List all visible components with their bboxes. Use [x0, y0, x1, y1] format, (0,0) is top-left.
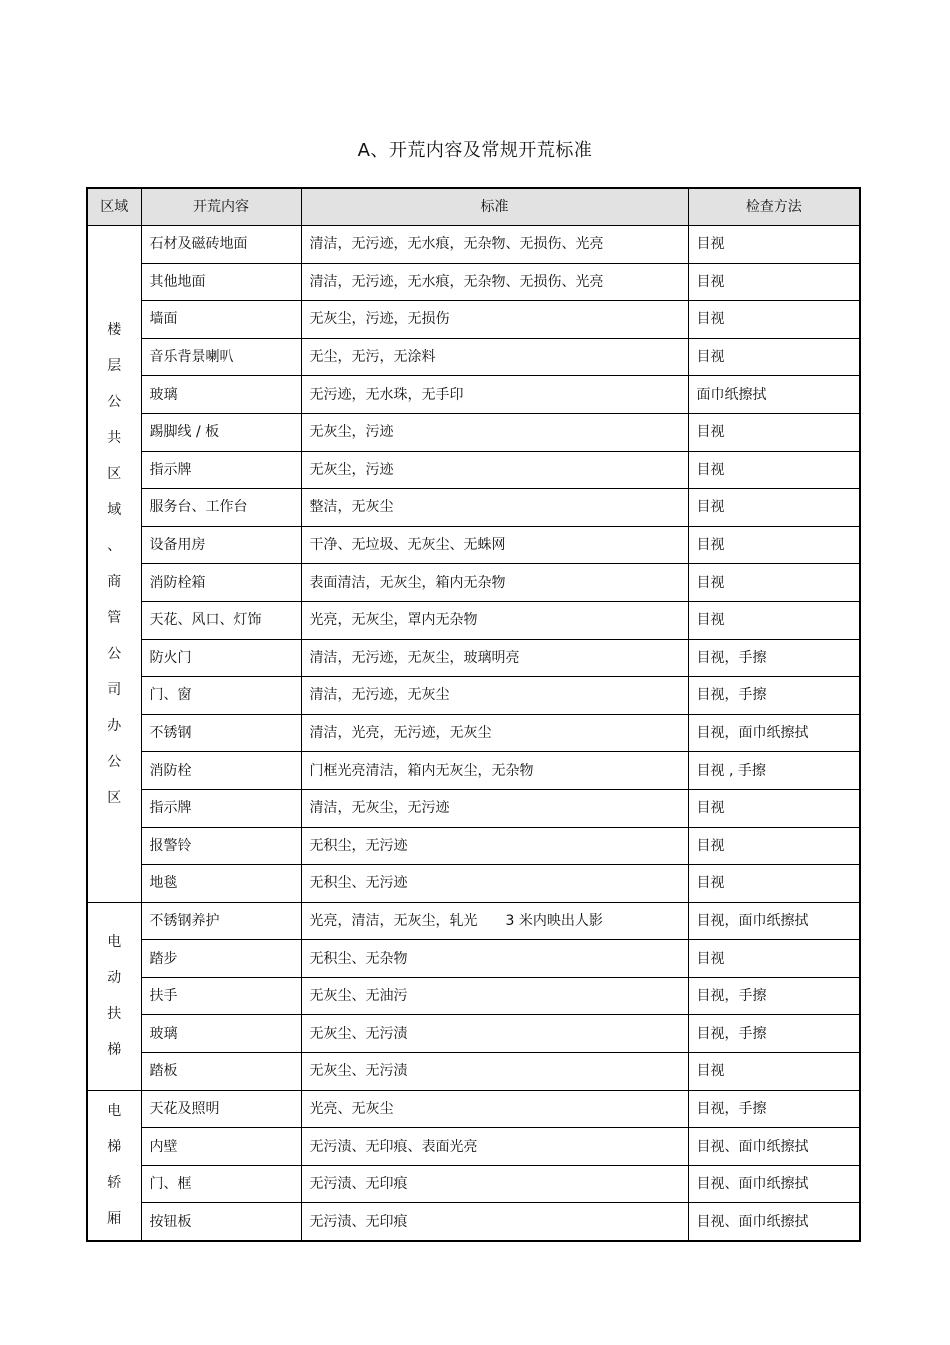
- method-cell: 目视、面巾纸擦拭: [688, 1203, 860, 1241]
- standard-cell: 无污渍、无印痕: [301, 1203, 688, 1241]
- header-content: 开荒内容: [141, 188, 301, 226]
- content-cell: 按钮板: [141, 1203, 301, 1241]
- table-row: [87, 263, 860, 301]
- content-cell: 石材及磁砖地面: [141, 226, 301, 264]
- table-row: [87, 1203, 860, 1241]
- area-cell: [87, 226, 141, 903]
- area-char: 司: [107, 681, 122, 698]
- content-cell: 报警铃: [141, 827, 301, 865]
- method-cell: 目视: [688, 226, 860, 264]
- method-cell: 目视 , 手擦: [688, 752, 860, 790]
- standard-cell: 无灰尘、无污渍: [301, 1053, 688, 1091]
- table-row: [87, 789, 860, 827]
- standard-cell: 无灰尘、无污渍: [301, 1015, 688, 1053]
- area-char: 电: [107, 1103, 122, 1120]
- area-char: 域: [107, 501, 122, 518]
- standard-cell: 无灰尘，污迹: [301, 451, 688, 489]
- standard-cell: 无污渍、无印痕、表面光亮: [301, 1128, 688, 1166]
- area-char: 扶: [107, 1006, 122, 1023]
- standard-cell: 清洁，无污迹，无水痕，无杂物、无损伤、光亮: [301, 263, 688, 301]
- content-cell: 指示牌: [141, 451, 301, 489]
- table-row: [87, 827, 860, 865]
- method-cell: 面巾纸擦拭: [688, 376, 860, 414]
- header-standard: 标准: [301, 188, 688, 226]
- table-row: [87, 601, 860, 639]
- header-method: 检查方法: [688, 188, 860, 226]
- standard-cell: 清洁，光亮，无污迹，无灰尘: [301, 714, 688, 752]
- standards-table: [86, 187, 861, 1242]
- area-char: 公: [107, 645, 122, 662]
- table-row: [87, 977, 860, 1015]
- method-cell: 目视: [688, 827, 860, 865]
- standard-cell: 干净、无垃圾、无灰尘、无蛛网: [301, 526, 688, 564]
- area-char: 管: [107, 609, 122, 626]
- standard-cell: 无灰尘，污迹，无损伤: [301, 301, 688, 339]
- area-char: 区: [107, 789, 122, 806]
- content-cell: 天花及照明: [141, 1090, 301, 1128]
- area-char: 、: [107, 537, 122, 554]
- method-cell: 目视、面巾纸擦拭: [688, 1128, 860, 1166]
- method-cell: 目视，面巾纸擦拭: [688, 714, 860, 752]
- table-body: [87, 226, 860, 1242]
- table-row: [87, 451, 860, 489]
- table-row: [87, 1165, 860, 1203]
- standard-cell: 无积尘，无污迹: [301, 827, 688, 865]
- area-char: 动: [107, 970, 122, 987]
- standard-cell: 无积尘、无杂物: [301, 940, 688, 978]
- header-area: 区域: [87, 188, 141, 226]
- area-char: 层: [107, 357, 122, 374]
- table-row: [87, 413, 860, 451]
- standard-cell: 门框光亮清洁，箱内无灰尘，无杂物: [301, 752, 688, 790]
- content-cell: 不锈钢: [141, 714, 301, 752]
- content-cell: 玻璃: [141, 376, 301, 414]
- table-row: [87, 639, 860, 677]
- method-cell: 目视: [688, 413, 860, 451]
- content-cell: 指示牌: [141, 789, 301, 827]
- area-char: 商: [107, 573, 122, 590]
- standard-cell: 无尘，无污，无涂料: [301, 338, 688, 376]
- area-char: 公: [107, 393, 122, 410]
- table-row: [87, 226, 860, 264]
- content-cell: 门、窗: [141, 677, 301, 715]
- method-cell: 目视: [688, 940, 860, 978]
- table-row: [87, 1128, 860, 1166]
- content-cell: 地毯: [141, 865, 301, 903]
- method-cell: 目视: [688, 451, 860, 489]
- method-cell: 目视: [688, 1053, 860, 1091]
- standard-cell: 无灰尘、无油污: [301, 977, 688, 1015]
- method-cell: 目视，手擦: [688, 677, 860, 715]
- standard-cell: 清洁，无灰尘，无污迹: [301, 789, 688, 827]
- area-char: 轿: [107, 1175, 122, 1192]
- standard-cell: 无污迹，无水珠，无手印: [301, 376, 688, 414]
- content-cell: 天花、风口、灯饰: [141, 601, 301, 639]
- area-char: 厢: [107, 1211, 122, 1228]
- area-char: 共: [107, 429, 122, 446]
- content-cell: 消防栓: [141, 752, 301, 790]
- standard-cell: 光亮，清洁，无灰尘，轧光 3 米内映出人影: [301, 902, 688, 940]
- method-cell: 目视，手擦: [688, 1015, 860, 1053]
- table-row: [87, 564, 860, 602]
- content-cell: 服务台、工作台: [141, 489, 301, 527]
- content-cell: 不锈钢养护: [141, 902, 301, 940]
- table-row: [87, 1090, 860, 1128]
- page-title: A、开荒内容及常规开荒标准: [357, 140, 593, 161]
- standard-cell: 清洁，无污迹，无灰尘，玻璃明亮: [301, 639, 688, 677]
- method-cell: 目视: [688, 263, 860, 301]
- table-row: [87, 1015, 860, 1053]
- table-header-row: [87, 188, 860, 226]
- area-cell: [87, 1090, 141, 1241]
- standard-cell: 清洁，无污迹，无灰尘: [301, 677, 688, 715]
- method-cell: 目视: [688, 489, 860, 527]
- content-cell: 防火门: [141, 639, 301, 677]
- table-row: [87, 677, 860, 715]
- table-row: [87, 301, 860, 339]
- content-cell: 消防栓箱: [141, 564, 301, 602]
- content-cell: 踏板: [141, 1053, 301, 1091]
- content-cell: 扶手: [141, 977, 301, 1015]
- method-cell: 目视，手擦: [688, 1090, 860, 1128]
- area-char: 区: [107, 465, 122, 482]
- content-cell: 踢脚线 / 板: [141, 413, 301, 451]
- standard-cell: 光亮，无灰尘，罩内无杂物: [301, 601, 688, 639]
- method-cell: 目视: [688, 526, 860, 564]
- standard-cell: 表面清洁，无灰尘，箱内无杂物: [301, 564, 688, 602]
- content-cell: 踏步: [141, 940, 301, 978]
- method-cell: 目视，手擦: [688, 977, 860, 1015]
- content-cell: 墙面: [141, 301, 301, 339]
- method-cell: 目视，手擦: [688, 639, 860, 677]
- content-cell: 设备用房: [141, 526, 301, 564]
- table-row: [87, 489, 860, 527]
- method-cell: 目视，面巾纸擦拭: [688, 902, 860, 940]
- area-char: 电: [107, 934, 122, 951]
- table-row: [87, 865, 860, 903]
- standard-cell: 整洁，无灰尘: [301, 489, 688, 527]
- content-cell: 其他地面: [141, 263, 301, 301]
- method-cell: 目视: [688, 338, 860, 376]
- area-char: 楼: [107, 321, 122, 338]
- area-char: 梯: [107, 1042, 122, 1059]
- content-cell: 内壁: [141, 1128, 301, 1166]
- table-row: [87, 714, 860, 752]
- standard-cell: 无灰尘，污迹: [301, 413, 688, 451]
- content-cell: 门、框: [141, 1165, 301, 1203]
- table-row: [87, 376, 860, 414]
- area-char: 办: [107, 717, 122, 734]
- standard-cell: 无积尘、无污迹: [301, 865, 688, 903]
- method-cell: 目视: [688, 789, 860, 827]
- method-cell: 目视: [688, 601, 860, 639]
- content-cell: 玻璃: [141, 1015, 301, 1053]
- method-cell: 目视: [688, 301, 860, 339]
- area-cell: [87, 902, 141, 1090]
- standard-cell: 清洁，无污迹，无水痕，无杂物、无损伤、光亮: [301, 226, 688, 264]
- method-cell: 目视: [688, 564, 860, 602]
- table-row: [87, 526, 860, 564]
- table-row: [87, 1053, 860, 1091]
- content-cell: 音乐背景喇叭: [141, 338, 301, 376]
- table-row: [87, 752, 860, 790]
- table-row: [87, 902, 860, 940]
- standard-cell: 光亮、无灰尘: [301, 1090, 688, 1128]
- standard-cell: 无污渍、无印痕: [301, 1165, 688, 1203]
- area-char: 公: [107, 753, 122, 770]
- method-cell: 目视、面巾纸擦拭: [688, 1165, 860, 1203]
- area-char: 梯: [107, 1139, 122, 1156]
- table-row: [87, 338, 860, 376]
- table-row: [87, 940, 860, 978]
- method-cell: 目视: [688, 865, 860, 903]
